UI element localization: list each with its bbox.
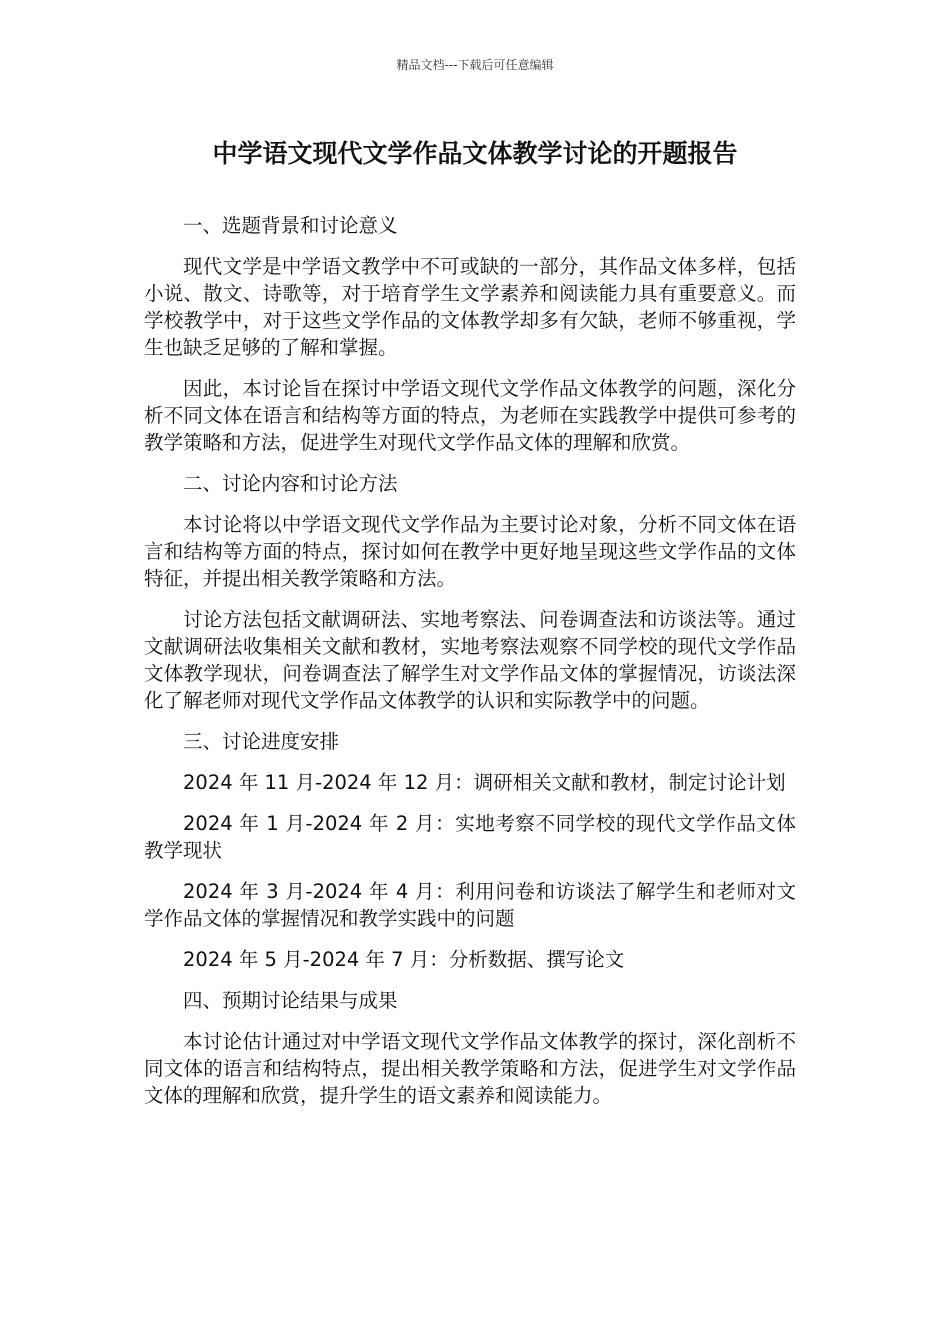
paragraph: 本讨论估计通过对中学语文现代文学作品文体教学的探讨，深化剖析不同文体的语言和结构特点，提出相关教学策略和方法，促进学生对文学作品文体的理解和欣赏，提升学生的语文素养和阅读能力。 <box>144 1030 796 1107</box>
paragraph: 本讨论将以中学语文现代文学作品为主要讨论对象，分析不同文体在语言和结构等方面的特点，探讨如何在教学中更好地呈现这些文学作品的文体特征，并提出相关教学策略和方法。 <box>144 513 796 590</box>
schedule-item: 2024 年 3 月-2024 年 4 月：利用问卷和访谈法了解学生和老师对文学作品文体的掌握情况和教学实践中的问题 <box>144 880 796 930</box>
section-heading-expected-results: 四、预期讨论结果与成果 <box>183 989 398 1012</box>
section-heading-background: 一、选题背景和讨论意义 <box>183 214 398 237</box>
paragraph: 讨论方法包括文献调研法、实地考察法、问卷调查法和访谈法等。通过文献调研法收集相关文献和教材，实地考察法观察不同学校的现代文学作品文体教学现状，问卷调查法了解学生对文学作品文体的掌握情况，访谈法深化了解老师对现代文学作品文体教学的认识和实际教学中的问题。 <box>144 608 796 712</box>
section-heading-content-methods: 二、讨论内容和讨论方法 <box>183 472 398 495</box>
paragraph: 现代文学是中学语文教学中不可或缺的一部分，其作品文体多样，包括小说、散文、诗歌等，对于培育学生文学素养和阅读能力具有重要意义。而学校教学中，对于这些文学作品的文体教学却多有欠缺，老师不够重视，学生也缺乏足够的了解和掌握。 <box>144 255 796 359</box>
section-heading-schedule: 三、讨论进度安排 <box>183 730 340 753</box>
schedule-item: 2024 年 11 月-2024 年 12 月：调研相关文献和教材，制定讨论计划 <box>183 771 786 794</box>
header-note: 精品文档---下载后可任意编辑 <box>396 58 554 72</box>
schedule-item: 2024 年 1 月-2024 年 2 月：实地考察不同学校的现代文学作品文体教学现状 <box>144 812 796 862</box>
schedule-item: 2024 年 5 月-2024 年 7 月：分析数据、撰写论文 <box>183 948 625 971</box>
paragraph: 因此，本讨论旨在探讨中学语文现代文学作品文体教学的问题，深化分析不同文体在语言和结构等方面的特点，为老师在实践教学中提供可参考的教学策略和方法，促进学生对现代文学作品文体的理解和欣赏。 <box>144 377 796 454</box>
document-title: 中学语文现代文学作品文体教学讨论的开题报告 <box>212 139 738 168</box>
document-body <box>144 212 796 1123</box>
